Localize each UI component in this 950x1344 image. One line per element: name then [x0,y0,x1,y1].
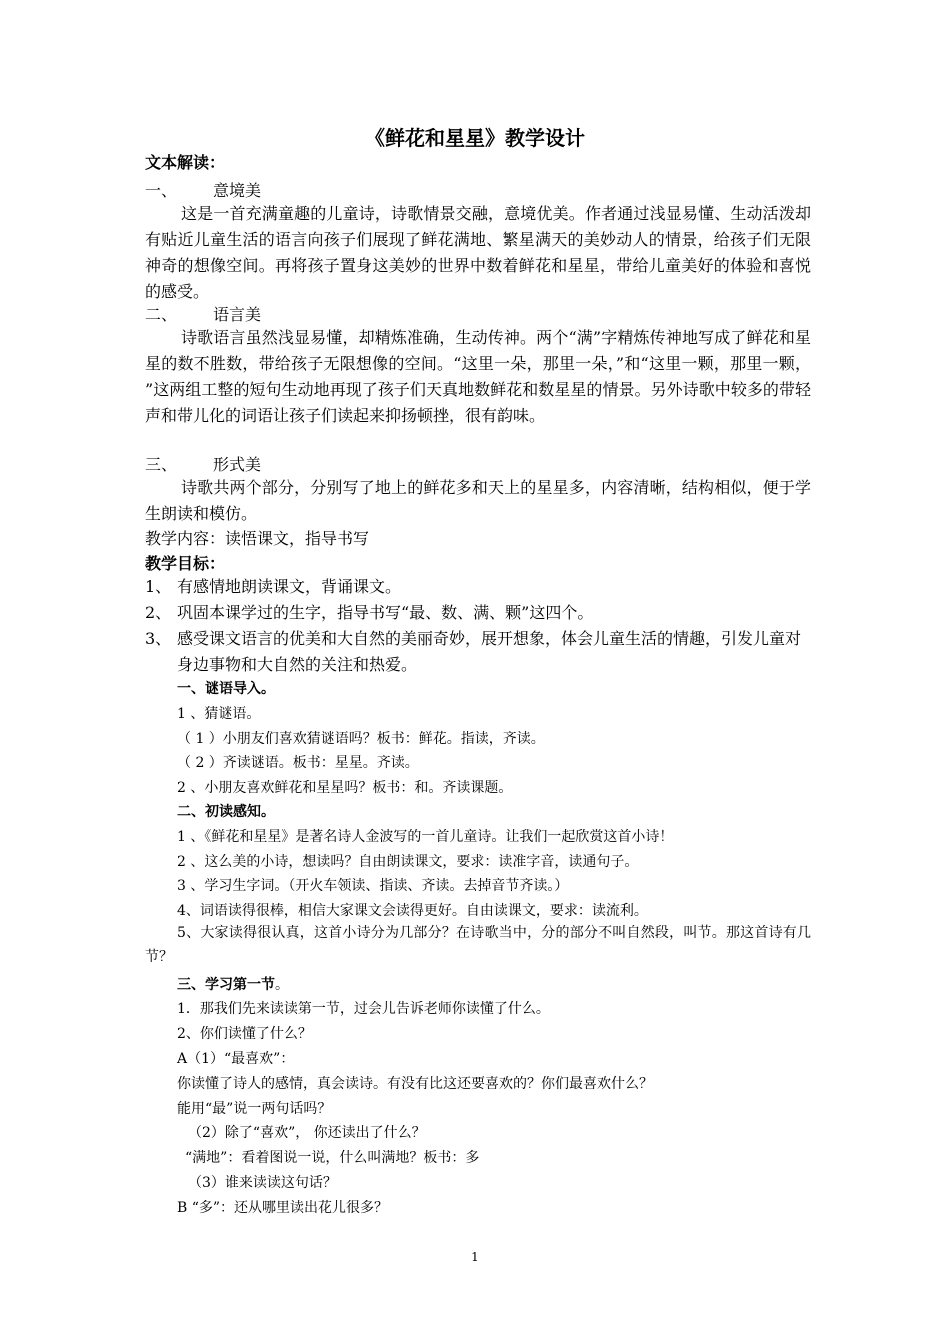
part3-line-5: 能用“最”说一两句话吗？ [177,1101,332,1117]
part2-line-1: 1 、《鲜花和星星》是著名诗人金波写的一首儿童诗。让我们一起欣赏这首小诗！ [177,829,674,845]
part3-heading-tail: 。 [275,977,289,993]
goal-text: 巩固本课学过的生字，指导书写“最、数、满、颗”这四个。 [177,603,594,622]
goal-item-3 [145,626,811,678]
part1-heading: 一、谜语导入。 [177,681,275,697]
part2-line-5: 5、大家读得很认真，这首小诗分为几部分？在诗歌当中，分的部分不叫自然段，叫节。那这首诗有几节？ [145,925,811,965]
section-heading-1 [145,178,261,201]
part3-line-8: （3）谁来读读这句话？ [188,1175,337,1191]
goal-number: 3、 [145,629,172,648]
part1-line-4: 2 、小朋友喜欢鲜花和星星吗？板书：和。齐读课题。 [177,780,513,796]
section-body-3: 诗歌共两个部分，分别写了地上的鲜花多和天上的星星多，内容清晰，结构相似，便于学生朗读和模仿。 [145,478,811,523]
section-name: 形式美 [213,455,262,474]
section-body-1: 这是一首充满童趣的儿童诗，诗歌情景交融，意境优美。作者通过浅显易懂、生动活泼却有贴近儿童生活的语言向孩子们展现了鲜花满地、繁星满天的美妙动人的情景，给孩子们无限神奇的想像空间。再将孩子置身这美妙的世界中数着鲜花和星星，带给儿童美好的体验和喜悦的感受。 [145,204,811,301]
goal-text: 感受课文语言的优美和大自然的美丽奇妙，展开想象，体会儿童生活的情趣，引发儿童对身边事物和大自然的关注和热爱。 [177,629,802,674]
goal-text: 有感情地朗读课文，背诵课文。 [177,577,402,596]
section-body-2: 诗歌语言虽然浅显易懂，却精炼准确，生动传神。两个“满”字精炼传神地写成了鲜花和星星的数不胜数，带给孩子无限想像的空间。“这里一朵，那里一朵，”和“这里一颗，那里一颗， ”这两组工整的短句生动地再现了孩子们天真地数鲜花和数星星的情景。另外诗歌中较多的带轻声和带儿化的词语让孩子们读起来抑扬顿挫，很有韵味。 [145,328,811,425]
part2-line-3: 3 、学习生字词。（开火车领读、指读、齐读。去掉音节齐读。） [177,878,569,894]
part2-line-2: 2 、这么美的小诗，想读吗？自由朗读课文，要求：读准字音，读通句子。 [177,854,639,870]
section-heading-2 [145,302,261,325]
goal-item-1 [145,574,811,600]
goal-number: 2、 [145,603,172,622]
part1-line-3: （ 2 ）齐读谜语。板书：星星。齐读。 [177,755,419,771]
goal-number: 1、 [145,577,172,596]
part3-line-4: 你读懂了诗人的感情，真会读诗。有没有比这还要喜欢的？你们最喜欢什么？ [177,1076,653,1092]
page-number: 1 [471,1250,479,1264]
part1-line-2: （ 1 ）小朋友们喜欢猜谜语吗？板书：鲜花。指读，齐读。 [177,731,545,747]
section-name: 意境美 [213,181,262,200]
part1-line-1: 1 、猜谜语。 [177,706,261,722]
part2-line-4: 4、词语读得很棒，相信大家课文会读得更好。自由读课文，要求：读流利。 [177,903,648,919]
section-number: 一、 [145,181,178,200]
teaching-content: 教学内容：读悟课文，指导书写 [145,529,370,548]
document-title: 《鲜花和星星》教学设计 [365,126,585,150]
part3-heading [177,974,289,994]
part3-line-2: 2、你们读懂了什么？ [177,1026,312,1042]
part3-line-7: “满地”：看着图说一说，什么叫满地？板书：多 [185,1150,480,1166]
section-heading-3 [145,452,261,475]
section-name: 语言美 [213,305,262,324]
part3-heading-text: 三、学习第一节 [177,977,275,993]
part3-line-3: A（1）“最喜欢”： [177,1051,295,1067]
section-number: 三、 [145,455,178,474]
heading-text-interpretation: 文本解读： [145,153,226,172]
section-number: 二、 [145,305,178,324]
goal-item-2 [145,600,811,626]
part3-line-6: （2）除了“喜欢”， 你还读出了什么？ [188,1125,426,1141]
heading-teaching-goals: 教学目标： [145,554,226,573]
part3-line-9: B “多”：还从哪里读出花儿很多？ [177,1200,389,1216]
part3-line-1: 1．那我们先来读读第一节，过会儿告诉老师你读懂了什么。 [177,1001,550,1017]
part2-heading: 二、初读感知。 [177,804,275,820]
